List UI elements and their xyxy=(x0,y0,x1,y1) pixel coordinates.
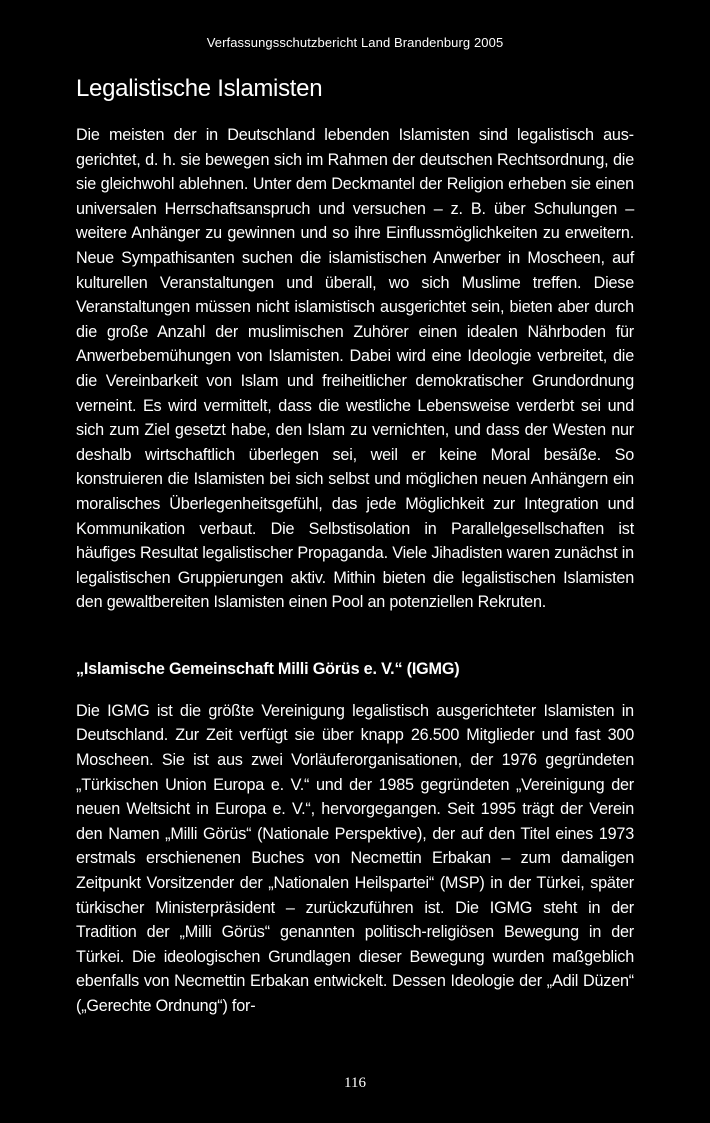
section-heading: „Islamische Gemeinschaft Milli Görüs e. V.“ (IGMG) xyxy=(76,659,460,678)
body-paragraph-1: Die meisten der in Deutschland lebenden Islamisten sind legalistisch ausgerichtet, d. h. sie bewegen sich im Rahmen der deutschen Rechtsordnung, die sie gleichwohl ablehnen. Unter dem Deckmantel der Religion erheben sie einen universalen Herrschaftsanspruch und versuchen – z. B. über Schulungen – weitere Anhänger zu gewinnen und so ihre Einflussmöglichkeiten zu erweitern. Neue Sympathisanten suchen die islamistischen Anwerber in Moscheen, auf kulturellen Veranstaltungen und überall, wo sich Muslime treffen. Diese Veranstaltungen müssen nicht islamistisch ausgerichtet sein, bieten aber durch die große Anzahl der muslimischen Zuhörer einen idealen Nährboden für Anwerbebemühungen von Islamisten. Dabei wird eine Ideologie verbreitet, die die Vereinbarkeit von Islam und freiheitlicher demokratischer Grundordnung verneint. Es wird vermittelt, dass die westliche Lebensweise verderbt sei und sich zum Ziel gesetzt habe, den Islam zu vernichten, und dass der Westen nur deshalb wirtschaftlich überlegen sei, weil er keine Moral besäße. So konstruieren die Islamisten bei sich selbst und möglichen neuen Anhängern ein moralisches Überlegenheitsgefühl, das jede Möglichkeit zur Integration und Kommunikation verbaut. Die Selbstisolation in Parallelgesellschaften ist häufiges Resultat legalistischer Propaganda. Viele Jihadisten waren zunächst in legalistischen Gruppierungen aktiv. Mithin bieten die legalistischen Islamisten den gewaltbereiten Islamisten einen Pool an potenziellen Rekruten. xyxy=(76,126,634,612)
page-title: Legalistische Islamisten xyxy=(76,75,323,102)
page-number: 116 xyxy=(344,1075,366,1091)
page-body xyxy=(76,72,634,1019)
running-header: Verfassungsschutzbericht Land Brandenburg 2005 xyxy=(206,35,504,50)
body-paragraph-2: Die IGMG ist die größte Vereinigung legalistisch ausgerichteter Islamisten in Deutschland. Zur Zeit verfügt sie über knapp 26.500 Mitglieder und fast 300 Moscheen. Sie ist aus zwei Vorläuferorganisationen, der 1976 gegründeten „Türkischen Union Europa e. V.“ und der 1985 gegründeten „Vereinigung der neuen Weltsicht in Europa e. V.“, hervorgegangen. Seit 1995 trägt der Verein den Namen „Milli Görüs“ (Nationale Perspektive), der auf den Titel eines 1973 erstmals erschienenen Buches von Necmettin Erbakan – zum damaligen Zeitpunkt Vorsitzender der „Nationalen Heilspartei“ (MSP) in der Türkei, später türkischer Ministerpräsident – zurückzuführen ist. Die IGMG steht in der Tradition der „Milli Görüs“ genannten politisch-religiösen Bewegung in der Türkei. Die ideologischen Grundlagen dieser Bewegung wurden maßgeblich ebenfalls von Necmettin Erbakan entwickelt. Dessen Ideologie der „Adil Düzen“ („Gerechte Ordnung“) for- xyxy=(76,701,634,1015)
